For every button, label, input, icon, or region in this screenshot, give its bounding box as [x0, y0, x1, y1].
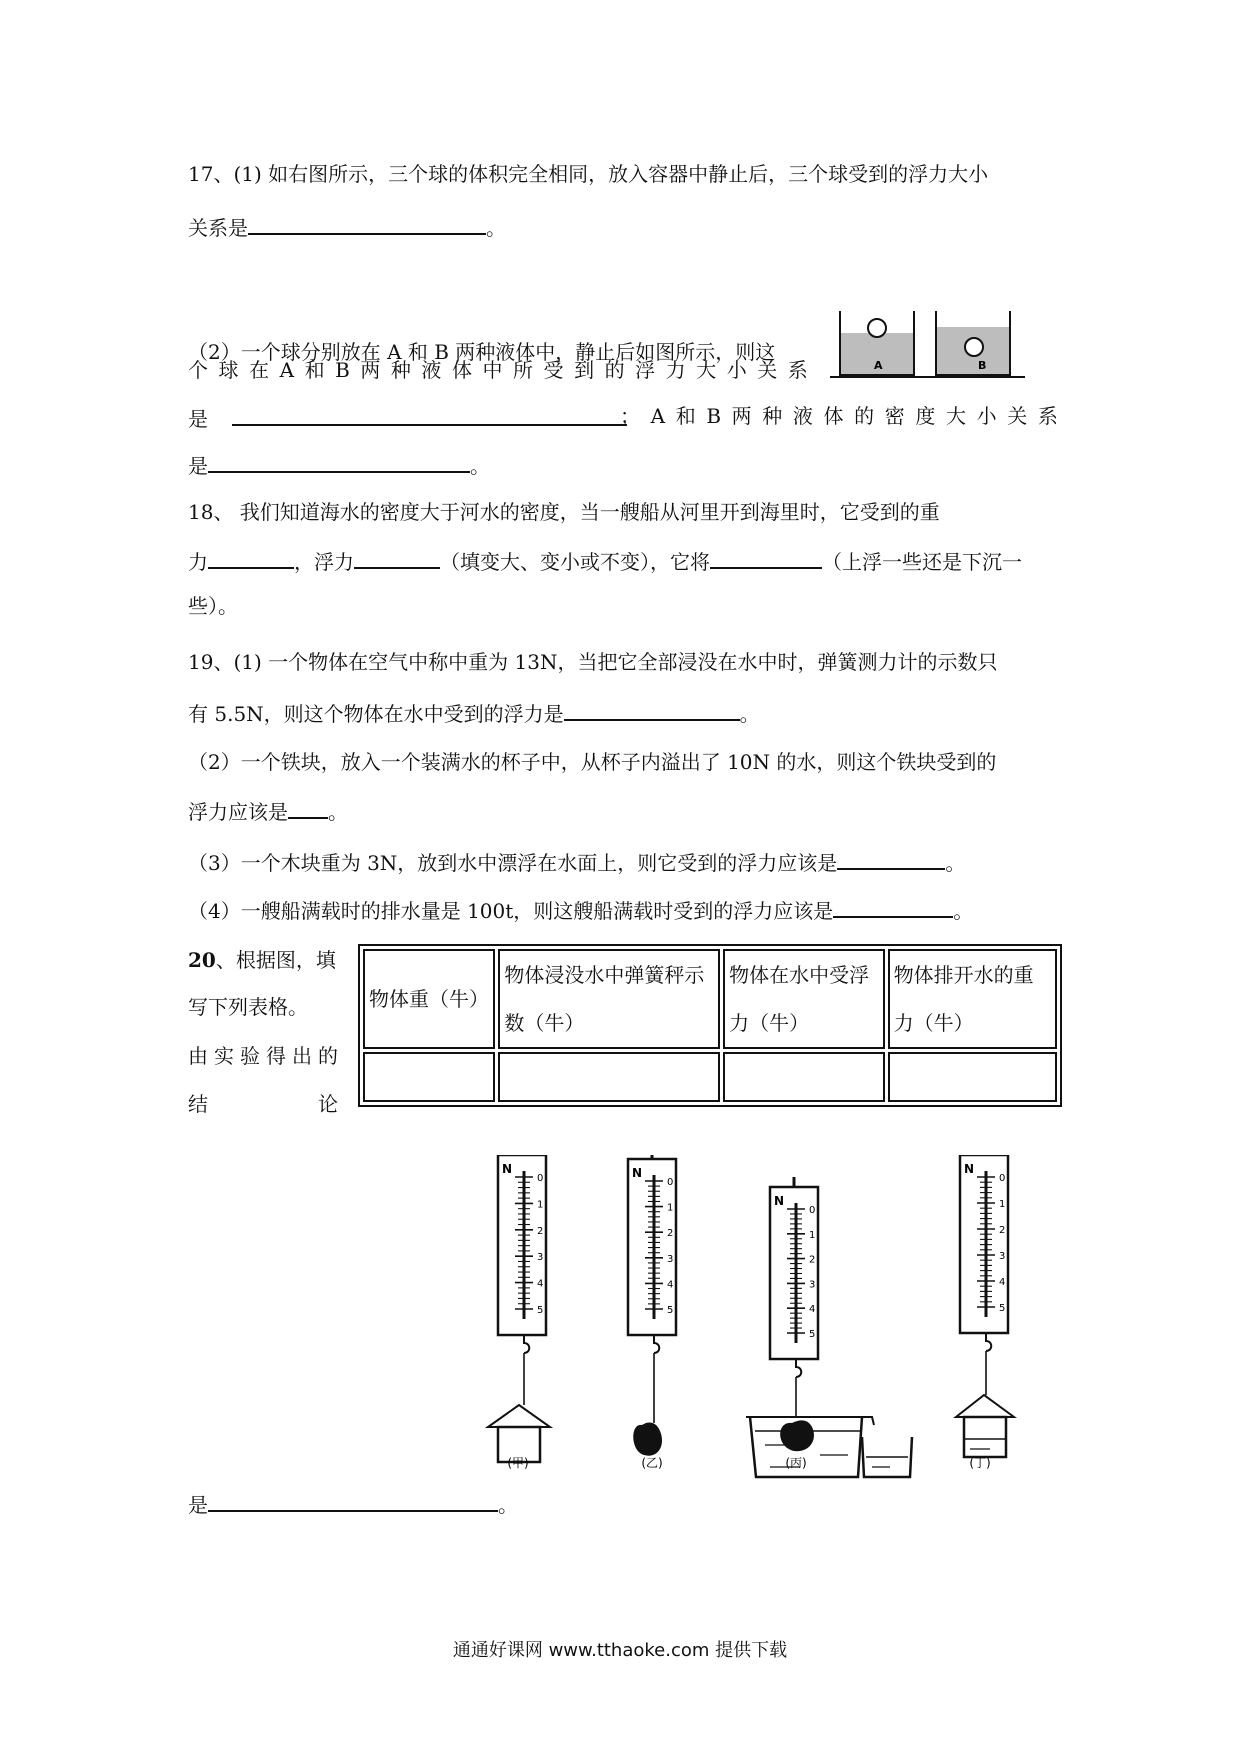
char: B	[335, 358, 350, 382]
char: 实	[214, 1044, 234, 1068]
q18-text-b: ，浮力	[294, 550, 354, 574]
q17-part2-line1: （2）一个球分别放在 A 和 B 两种液体中，静止后如图所示，则这	[188, 340, 776, 364]
char: 种	[762, 404, 783, 428]
char: 得	[266, 1044, 286, 1068]
scale-tick-label: 3	[809, 1279, 816, 1291]
spring-scales-figure	[470, 1155, 1030, 1485]
q19-part3-suffix: 。	[945, 851, 966, 875]
char: 关	[757, 358, 778, 382]
q18-float-blank[interactable]	[710, 545, 822, 569]
q19-part1-line1: 19、(1) 一个物体在空气中称中重为 13N，当把它全部浸没在水中时，弹簧测力计的示数只	[188, 650, 998, 674]
char: A	[279, 358, 295, 382]
char: 液	[421, 358, 442, 382]
scale-tick-label: 3	[537, 1252, 544, 1264]
beakers-ab-figure	[830, 305, 1025, 383]
overflow-beaker-bing	[746, 1417, 874, 1477]
figure-caption: (甲)	[507, 1456, 529, 1470]
scale-tick-label: 3	[667, 1253, 674, 1265]
spring-scale	[628, 1155, 676, 1423]
q20-number: 20	[188, 948, 216, 972]
scale-tick-label: 4	[667, 1279, 674, 1291]
char: 受	[543, 358, 564, 382]
q19-part2-line2	[188, 795, 348, 826]
q17-part2-line3-tail	[620, 402, 1058, 430]
answer-cell-reading[interactable]	[498, 1052, 720, 1102]
header-scale-reading: 物体浸没水中弹簧秤示数（牛）	[498, 949, 720, 1049]
scale-tick-label: 5	[809, 1329, 816, 1340]
q20-conclusion-prefix: 是	[188, 1493, 208, 1517]
beaker-b-label: B	[978, 359, 987, 372]
q19-part1-prefix: 有 5.5N，则这个物体在水中受到的浮力是	[188, 702, 564, 726]
scale-tick-label: 2	[809, 1254, 816, 1266]
char: 系	[1037, 404, 1058, 428]
q20-conclusion-suffix: 。	[498, 1493, 518, 1517]
q19-part4-text: （4）一艘船满载时的排水量是 100t，则这艘船满载时受到的浮力应该是	[188, 899, 834, 923]
scale-tick-label: 1	[999, 1199, 1006, 1210]
scale-unit-label: N	[502, 1162, 513, 1176]
scale-tick-label: 4	[809, 1304, 816, 1316]
q18-gravity-blank[interactable]	[208, 545, 294, 569]
q18-line3: 些）。	[188, 594, 238, 618]
q19-part3	[188, 846, 965, 877]
figure-caption: (丁)	[969, 1456, 991, 1470]
char: 在	[249, 358, 270, 382]
char: 两	[360, 358, 381, 382]
answer-cell-weight[interactable]	[363, 1052, 495, 1102]
char: 的	[318, 1044, 338, 1068]
char: 浮	[635, 358, 656, 382]
char: 由	[188, 1044, 208, 1068]
q19-part2-suffix: 。	[328, 800, 348, 824]
q18-text-a: 力	[188, 550, 208, 574]
results-table	[358, 944, 1062, 1107]
beaker-a-label: A	[874, 359, 883, 372]
scale-tick-label: 2	[537, 1225, 544, 1237]
char: 和	[675, 404, 696, 428]
q17-part2-line3-prefix: 是	[188, 407, 208, 431]
q17-part1-answer-blank[interactable]	[248, 211, 486, 235]
char: 密	[884, 404, 905, 428]
scale-tick-label: 5	[537, 1305, 544, 1316]
char: A	[650, 404, 666, 428]
scale-tick-label: 0	[537, 1173, 544, 1184]
scale-unit-label: N	[774, 1194, 785, 1208]
char: 小	[976, 404, 997, 428]
figure-caption: (乙)	[641, 1456, 663, 1470]
q19-part1-blank[interactable]	[564, 697, 740, 721]
q19-part3-text: （3）一个木块重为 3N，放到水中漂浮在水面上，则它受到的浮力应该是	[188, 851, 838, 875]
char: B	[706, 404, 722, 428]
q18-line1: 18、 我们知道海水的密度大于河水的密度，当一艘船从河里开到海里时，它受到的重	[188, 500, 940, 524]
char: 论	[318, 1092, 338, 1116]
scale-tick-label: 2	[667, 1228, 674, 1240]
header-object-weight: 物体重（牛）	[363, 949, 495, 1049]
q17-part2-line4-suffix: 。	[470, 454, 490, 478]
char: 大	[696, 358, 717, 382]
scale-tick-label: 0	[999, 1173, 1006, 1184]
scale-tick-label: 5	[999, 1303, 1006, 1314]
q19-part2-prefix: 浮力应该是	[188, 800, 288, 824]
char: 出	[292, 1044, 312, 1068]
spring-scale	[498, 1155, 546, 1405]
catch-beaker-bing	[862, 1437, 912, 1477]
ball-a	[868, 319, 886, 337]
q18-buoyancy-blank[interactable]	[354, 545, 440, 569]
char: 体	[823, 404, 844, 428]
q20-label-line2: 写下列表格。	[188, 995, 308, 1019]
char: 验	[240, 1044, 260, 1068]
q19-part1-suffix: 。	[739, 702, 760, 726]
char: 中	[482, 358, 503, 382]
char: 度	[915, 404, 936, 428]
spring-scale	[960, 1155, 1008, 1395]
q20-label-line3	[188, 1042, 338, 1070]
q19-part2-blank[interactable]	[288, 795, 328, 819]
scale-tick-label: 4	[537, 1278, 544, 1290]
scale-tick-label: 0	[809, 1205, 816, 1216]
scale-tick-label: 1	[537, 1199, 544, 1211]
scale-tick-label: 4	[999, 1277, 1006, 1288]
q19-part3-blank[interactable]	[837, 846, 945, 870]
scale-unit-label: N	[964, 1162, 975, 1176]
q20-conclusion-line	[188, 1488, 518, 1519]
spring-scale	[770, 1177, 818, 1417]
q17-part1-line2	[188, 211, 506, 242]
char: 关	[1007, 404, 1028, 428]
q19-part1-line2	[188, 697, 760, 728]
q17-part2-force-blank[interactable]	[232, 402, 627, 426]
q18-line2	[188, 545, 1022, 576]
char: 力	[665, 358, 686, 382]
char: 和	[304, 358, 325, 382]
q19-part4	[188, 894, 973, 925]
char: 的	[854, 404, 875, 428]
answer-cell-buoyancy[interactable]	[723, 1052, 885, 1102]
q19-part2-line1: （2）一个铁块，放入一个装满水的杯子中，从杯子内溢出了 10N 的水，则这个铁块受到的	[188, 750, 997, 774]
stone-yi	[633, 1423, 662, 1456]
q17-part2-density-blank[interactable]	[208, 449, 470, 473]
scale-unit-label: N	[632, 1166, 643, 1180]
char: 两	[731, 404, 752, 428]
q18-text-c: （填变大、变小或不变），它将	[440, 550, 710, 574]
char: 所	[513, 358, 533, 382]
footer-watermark: 通通好课网 www.tthaoke.com 提供下载	[452, 1640, 788, 1661]
q17-part2-line2	[188, 356, 808, 384]
ball-b	[965, 338, 983, 356]
scale-tick-label: 1	[667, 1202, 674, 1214]
q19-part4-blank[interactable]	[833, 894, 953, 918]
table-header-row	[363, 949, 1057, 1049]
hanging-bucket-ding	[956, 1395, 1014, 1457]
char: 的	[604, 358, 625, 382]
q20-label-text: 、根据图，填	[215, 948, 336, 972]
char: 球	[218, 358, 239, 382]
q17-part2-line3	[188, 402, 1058, 433]
beaker-b	[936, 311, 1010, 375]
scale-tick-label: 1	[809, 1229, 816, 1241]
table-answer-row	[363, 1052, 1057, 1102]
beaker-a	[840, 311, 914, 375]
char: 种	[390, 358, 411, 382]
scale-tick-label: 3	[999, 1251, 1006, 1262]
scale-tick-label: 5	[667, 1305, 674, 1316]
header-buoyant-force: 物体在水中受浮力（牛）	[723, 949, 885, 1049]
q17-part2-line4-prefix: 是	[188, 454, 208, 478]
scale-tick-label: 2	[999, 1225, 1006, 1236]
q19-part4-suffix: 。	[953, 899, 974, 923]
char: 到	[574, 358, 595, 382]
char: 体	[451, 358, 472, 382]
header-displaced-water-weight: 物体排开水的重力（牛）	[888, 949, 1057, 1049]
q17-part2-line4	[188, 449, 490, 480]
q20-conclusion-blank[interactable]	[208, 1488, 498, 1512]
q18-text-d: （上浮一些还是下沉一	[822, 550, 1022, 574]
char: 液	[792, 404, 813, 428]
q20-label-line1	[188, 946, 336, 974]
char: 小	[726, 358, 747, 382]
char: ；	[620, 404, 640, 428]
q17-part1-suffix: 。	[486, 216, 506, 240]
q20-label-line4	[188, 1090, 338, 1118]
char: 结	[188, 1092, 208, 1116]
char: 大	[946, 404, 967, 428]
scale-tick-label: 0	[667, 1177, 674, 1188]
hanging-bucket-jia	[488, 1405, 550, 1462]
q17-part1-prefix: 关系是	[188, 216, 248, 240]
figure-caption: (丙)	[785, 1456, 807, 1470]
char: 个	[188, 358, 208, 382]
char: 系	[787, 358, 808, 382]
answer-cell-displaced[interactable]	[888, 1052, 1057, 1102]
q17-part1-line1: 17、(1) 如右图所示，三个球的体积完全相同，放入容器中静止后，三个球受到的浮力大小	[188, 162, 989, 186]
